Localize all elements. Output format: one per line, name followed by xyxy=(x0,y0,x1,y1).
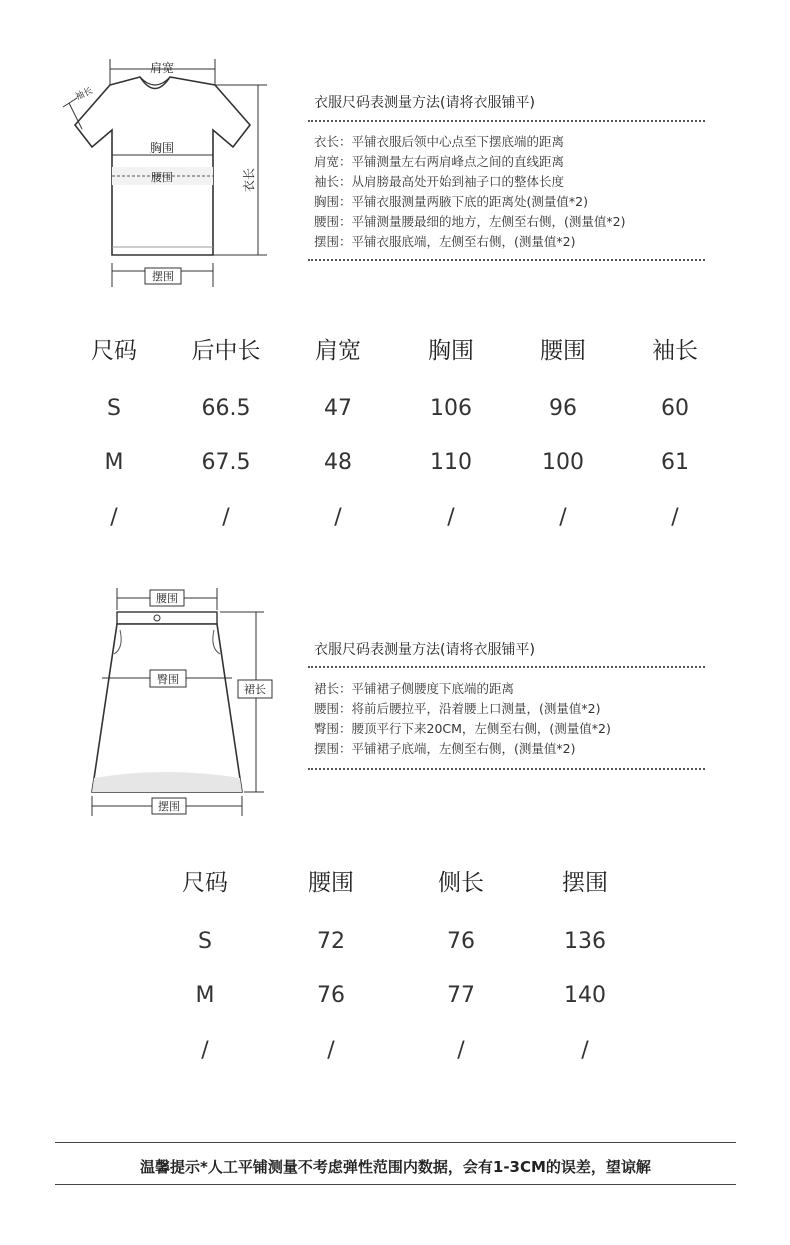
table-cell: / xyxy=(201,1038,209,1063)
tshirt-diagram xyxy=(55,45,295,300)
method-line: 衣长：平铺衣服后领中心点至下摆底端的距离 xyxy=(314,134,565,149)
label-hip: 臀围 xyxy=(157,673,179,686)
label-waist: 腰围 xyxy=(151,171,173,184)
table-cell: / xyxy=(222,505,230,530)
footer-divider-bottom xyxy=(55,1184,736,1185)
header-cell: 腰围 xyxy=(308,870,354,896)
method-line: 袖长：从肩膀最高处开始到袖子口的整体长度 xyxy=(314,174,565,189)
bottom-method-title: 衣服尺码表测量方法(请将衣服铺平) xyxy=(314,642,535,658)
method-line: 腰围：将前后腰拉平，沿着腰上口测量，(测量值*2) xyxy=(314,701,601,716)
label-waist: 腰围 xyxy=(156,592,178,605)
table-cell: / xyxy=(110,505,118,530)
table-cell: 96 xyxy=(549,396,577,421)
label-shoulder: 肩宽 xyxy=(149,61,175,75)
table-cell: 100 xyxy=(542,450,584,475)
bottom-method-divider-bottom xyxy=(308,768,705,770)
table-cell: 47 xyxy=(324,396,352,421)
method-line: 胸围：平铺衣服测量两腋下底的距离处(测量值*2) xyxy=(314,194,588,209)
table-cell: M xyxy=(104,450,124,475)
top-method-lines xyxy=(314,132,625,252)
label-chest: 胸围 xyxy=(149,141,175,155)
method-line: 肩宽：平铺测量左右两肩峰点之间的直线距离 xyxy=(314,154,565,169)
table-cell: 66.5 xyxy=(201,396,251,421)
table-cell: / xyxy=(559,505,567,530)
method-line: 裙长：平铺裙子侧腰度下底端的距离 xyxy=(314,681,515,696)
table-cell: / xyxy=(327,1038,335,1063)
header-cell: 肩宽 xyxy=(315,338,361,364)
header-cell: 后中长 xyxy=(191,338,261,364)
table-cell: 76 xyxy=(447,929,475,954)
header-cell: 袖长 xyxy=(652,338,698,364)
top-method-title: 衣服尺码表测量方法(请将衣服铺平) xyxy=(314,95,535,111)
header-cell: 胸围 xyxy=(428,338,474,364)
table-cell: 67.5 xyxy=(201,450,251,475)
table-cell: 48 xyxy=(324,450,352,475)
table-cell: 140 xyxy=(564,983,606,1008)
header-cell: 尺码 xyxy=(182,870,228,896)
footer-note: 温馨提示*人工平铺测量不考虑弹性范围内数据，会有1-3CM的误差，望谅解 xyxy=(140,1158,651,1176)
header-cell: 摆围 xyxy=(562,870,608,896)
table-cell: / xyxy=(447,505,455,530)
method-line: 臀围：腰顶平行下来20CM，左侧至右侧，(测量值*2) xyxy=(314,721,611,736)
bottom-method-lines xyxy=(314,679,611,759)
table-cell: 106 xyxy=(430,396,472,421)
table-cell: 72 xyxy=(317,929,345,954)
bottom-method-divider-top xyxy=(308,666,705,668)
label-length: 裙长 xyxy=(244,683,266,696)
header-cell: 腰围 xyxy=(540,338,586,364)
label-length: 衣长 xyxy=(242,167,256,193)
table-cell: S xyxy=(198,929,212,954)
header-cell: 侧长 xyxy=(438,870,484,896)
table-cell: M xyxy=(195,983,215,1008)
table-cell: / xyxy=(334,505,342,530)
table-cell: 60 xyxy=(661,396,689,421)
method-line: 腰围：平铺测量腰最细的地方，左侧至右侧，(测量值*2) xyxy=(314,214,626,229)
method-line: 摆围：平铺衣服底端，左侧至右侧，(测量值*2) xyxy=(314,234,576,249)
table-cell: 110 xyxy=(430,450,472,475)
header-cell: 尺码 xyxy=(91,338,137,364)
table-cell: 61 xyxy=(661,450,689,475)
table-cell: / xyxy=(671,505,679,530)
label-hem: 摆围 xyxy=(152,270,174,283)
table-cell: 136 xyxy=(564,929,606,954)
top-method-divider-bottom xyxy=(308,259,705,261)
method-line: 摆围：平铺裙子底端，左侧至右侧，(测量值*2) xyxy=(314,741,576,756)
skirt-diagram xyxy=(80,580,280,820)
label-sleeve: 袖长 xyxy=(74,86,95,103)
table-cell: 77 xyxy=(447,983,475,1008)
table-cell: 76 xyxy=(317,983,345,1008)
table-cell: / xyxy=(457,1038,465,1063)
top-method-divider-top xyxy=(308,120,705,122)
table-cell: S xyxy=(107,396,121,421)
table-cell: / xyxy=(581,1038,589,1063)
footer-divider-top xyxy=(55,1142,736,1143)
label-hem: 摆围 xyxy=(158,800,180,813)
